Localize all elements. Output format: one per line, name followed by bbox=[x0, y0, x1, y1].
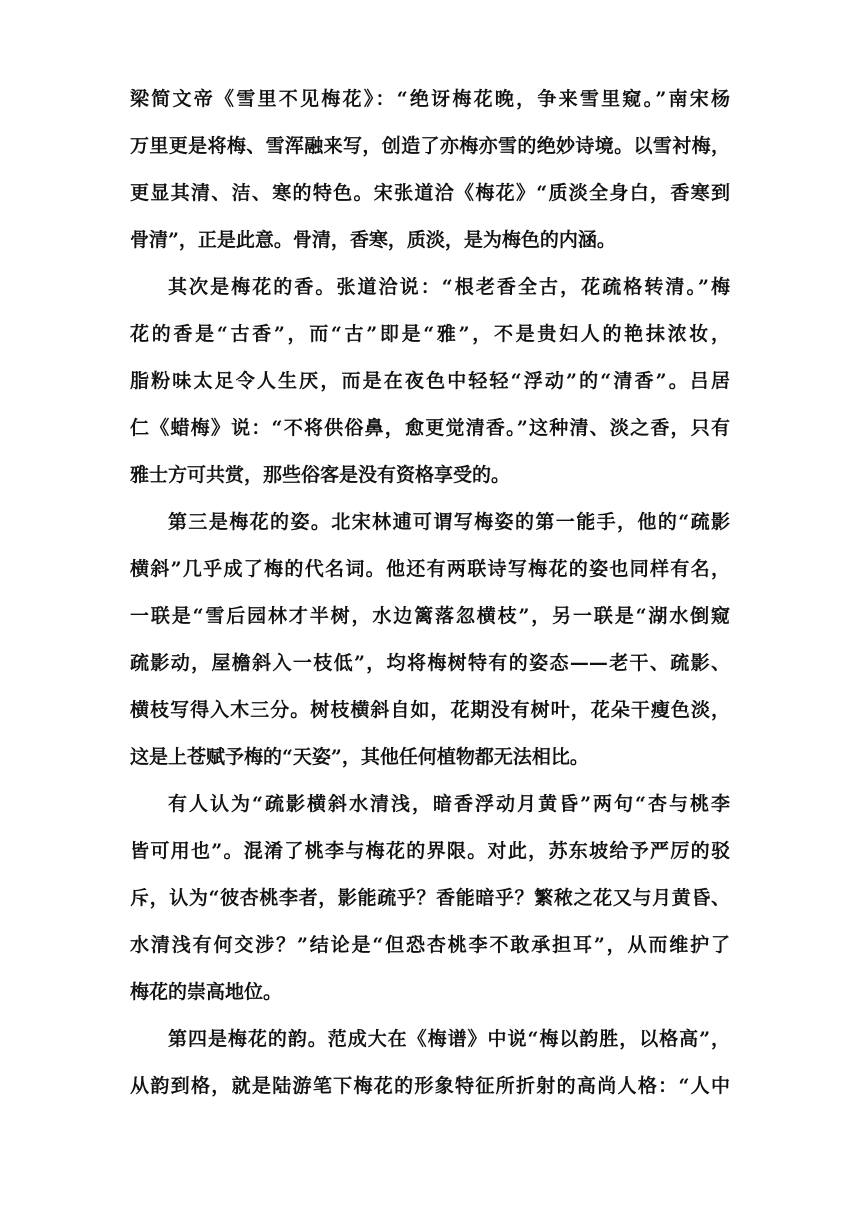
text-line: 梅花的崇高地位。 bbox=[130, 981, 283, 1003]
text-line: 第三是梅花的姿。北宋林逋可谓写梅姿的第一能手，他的“疏影 bbox=[168, 511, 730, 533]
paragraph-3 bbox=[130, 499, 730, 781]
text-line: 这是上苍赋予梅的“天姿”，其他任何植物都无法相比。 bbox=[130, 746, 589, 768]
text-line: 花的香是“古香”，而“古”即是“雅”，不是贵妇人的艳抹浓妆， bbox=[130, 323, 730, 345]
text-line: 水清浅有何交涉？”结论是“但恐杏桃李不敢承担耳”，从而维护了 bbox=[130, 934, 730, 956]
text-line: 梁简文帝《雪里不见梅花》：“绝讶梅花晚，争来雪里窥。”南宋杨 bbox=[130, 88, 730, 110]
text-line: 第四是梅花的韵。范成大在《梅谱》中说“梅以韵胜，以格高”， bbox=[168, 1028, 730, 1050]
text-line: 雅士方可共赏，那些俗客是没有资格享受的。 bbox=[130, 464, 511, 486]
document-page bbox=[130, 76, 730, 1110]
text-line: 骨清”，正是此意。骨清，香寒，质淡，是为梅色的内涵。 bbox=[130, 229, 616, 251]
text-line: 脂粉味太足令人生厌，而是在夜色中轻轻“浮动”的“清香”。吕居 bbox=[130, 370, 730, 392]
paragraph-5 bbox=[130, 1016, 730, 1110]
text-line: 从韵到格，就是陆游笔下梅花的形象特征所折射的高尚人格：“人中 bbox=[130, 1075, 730, 1097]
text-line: 仁《蜡梅》说：“不将供俗鼻，愈更觉清香。”这种清、淡之香，只有 bbox=[130, 417, 730, 439]
text-line: 万里更是将梅、雪浑融来写，创造了亦梅亦雪的绝妙诗境。以雪衬梅， bbox=[130, 135, 730, 157]
paragraph-1 bbox=[130, 76, 730, 264]
text-line: 斥，认为“彼杏桃李者，影能疏乎？香能暗乎？繁秾之花又与月黄昏、 bbox=[130, 887, 730, 909]
paragraph-4 bbox=[130, 781, 730, 1016]
text-line: 疏影动，屋檐斜入一枝低”，均将梅树特有的姿态——老干、疏影、 bbox=[130, 652, 730, 674]
text-line: 有人认为“疏影横斜水清浅，暗香浮动月黄昏”两句“杏与桃李 bbox=[168, 793, 730, 815]
text-line: 皆可用也”。混淆了桃李与梅花的界限。对此，苏东坡给予严厉的驳 bbox=[130, 840, 730, 862]
paragraph-2 bbox=[130, 264, 730, 499]
text-line: 更显其清、洁、寒的特色。宋张道洽《梅花》“质淡全身白，香寒到 bbox=[130, 182, 730, 204]
text-line: 横枝写得入木三分。树枝横斜自如，花期没有树叶，花朵干瘦色淡， bbox=[130, 699, 730, 721]
text-line: 一联是“雪后园林才半树，水边篱落忽横枝”，另一联是“湖水倒窥 bbox=[130, 605, 730, 627]
text-line: 其次是梅花的香。张道洽说：“根老香全古，花疏格转清。”梅 bbox=[168, 276, 730, 298]
text-line: 横斜”几乎成了梅的代名词。他还有两联诗写梅花的姿也同样有名， bbox=[130, 558, 730, 580]
